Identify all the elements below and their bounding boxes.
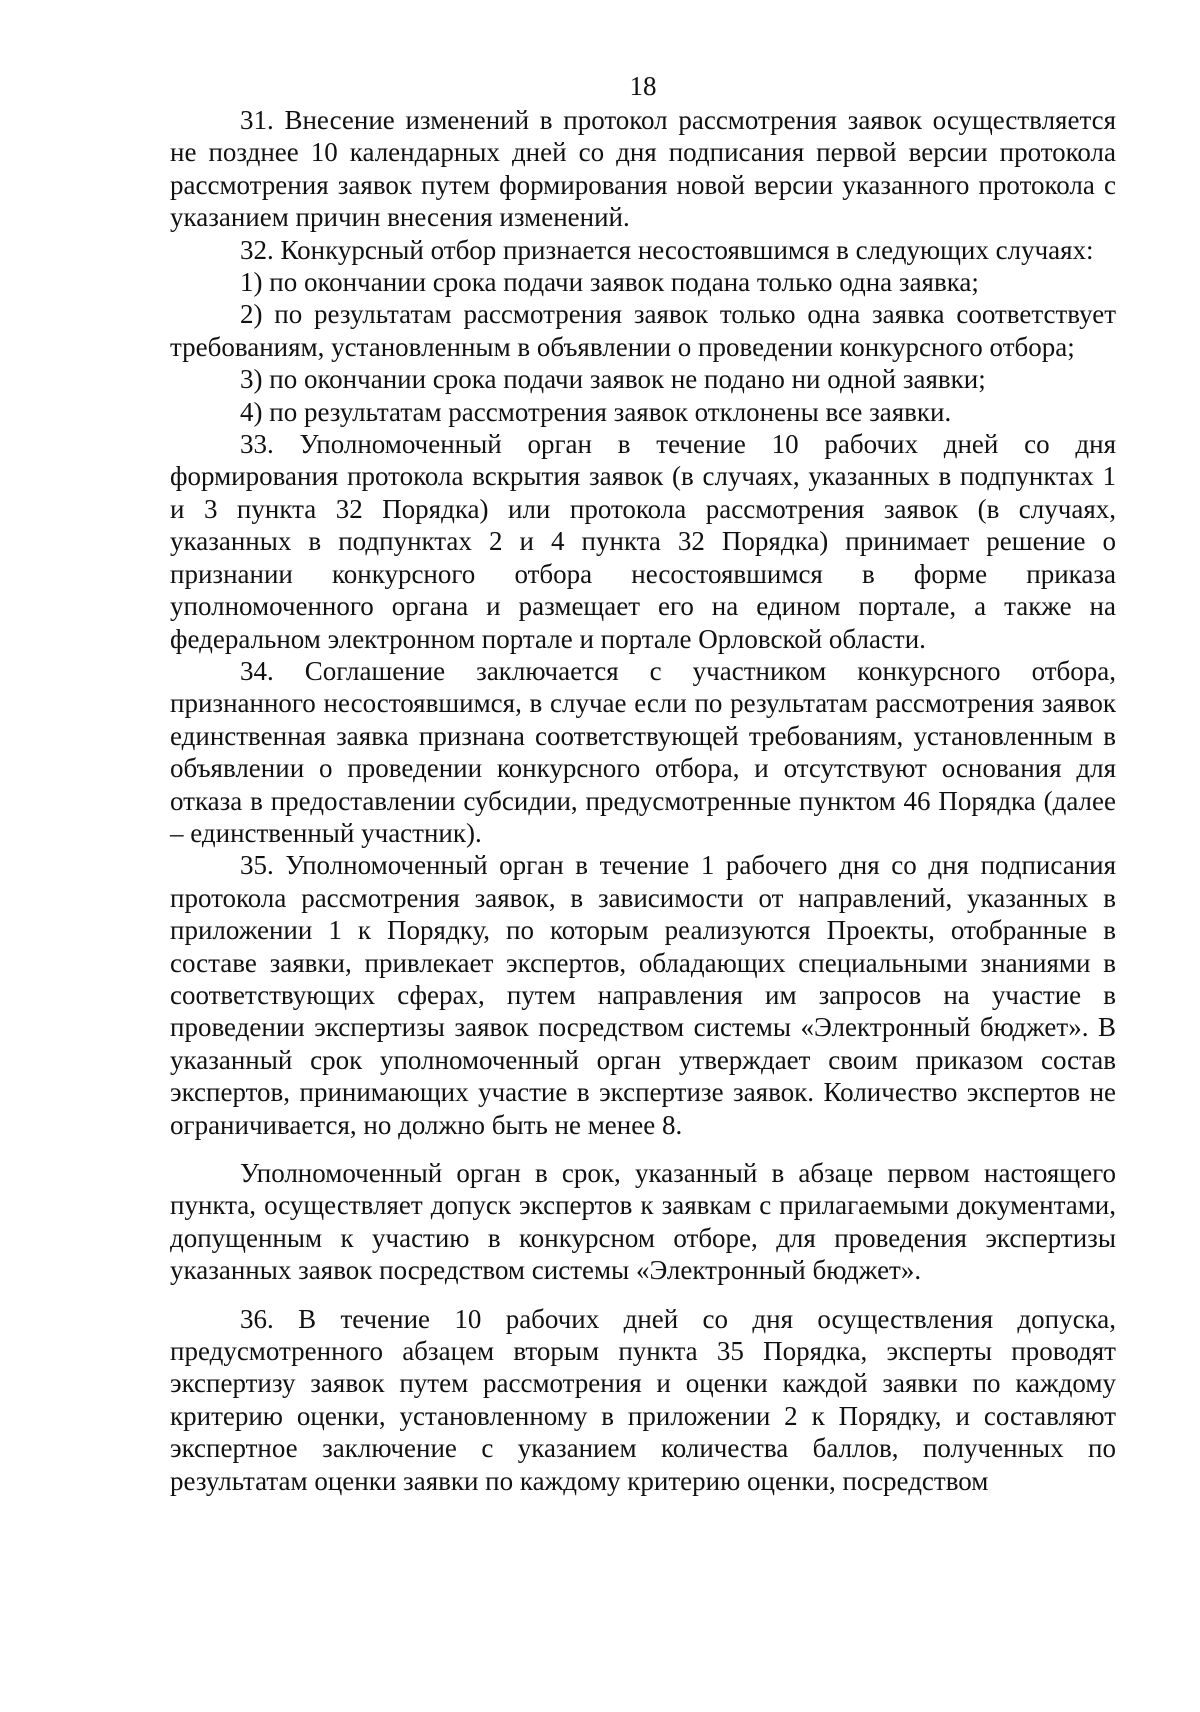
paragraph-35-second: Уполномоченный орган в срок, указанный в абзаце первом настоящего пункта, осуществляет допуск экспертов к заявкам с прилагаемыми документами, допущенным к участию в конкурсном отборе, для проведения экспертизы указанных заявок посредством системы «Электронный бюджет». bbox=[170, 1158, 1116, 1286]
page-number: 18 bbox=[629, 71, 657, 101]
paragraph-35: 35. Уполномоченный орган в течение 1 рабочего дня со дня подписания протокола рассмотрения заявок, в зависимости от направлений, указанных в приложении 1 к Порядку, по которым реализуются Проекты, отобранные в составе заявки, привлекает экспертов, обладающих специальными знаниями в соответствующих сферах, путем направления им запросов на участие в проведении экспертизы заявок посредством системы «Электронный бюджет». В указанный срок уполномоченный орган утверждает своим приказом состав экспертов, принимающих участие в экспертизе заявок. Количество экспертов не ограничивается, но должно быть не менее 8. bbox=[170, 850, 1116, 1140]
paragraph-32: 32. Конкурсный отбор признается несостоявшимся в следующих случаях: bbox=[240, 234, 1094, 265]
paragraph-32-item-1: 1) по окончании срока подачи заявок подана только одна заявка; bbox=[240, 267, 979, 298]
paragraph-36: 36. В течение 10 рабочих дней со дня осуществления допуска, предусмотренного абзацем вторым пункта 35 Порядка, эксперты проводят экспертизу заявок путем рассмотрения и оценки каждой заявки по каждому критерию оценки, установленному в приложении 2 к Порядку, и составляют экспертное заключение с указанием количества баллов, полученных по результатам оценки заявки по каждому критерию оценки, посредством bbox=[170, 1303, 1116, 1496]
paragraph-31: 31. Внесение изменений в протокол рассмотрения заявок осуществляется не позднее 10 календарных дней со дня подписания первой версии протокола рассмотрения заявок путем формирования новой версии указанного протокола с указанием причин внесения изменений. bbox=[170, 105, 1116, 233]
paragraph-32-item-4: 4) по результатам рассмотрения заявок отклонены все заявки. bbox=[240, 396, 952, 427]
document-page bbox=[170, 70, 1116, 1497]
paragraph-32-item-3: 3) по окончании срока подачи заявок не подано ни одной заявки; bbox=[240, 364, 986, 395]
paragraph-34: 34. Соглашение заключается с участником конкурсного отбора, признанного несостоявшимся, в случае если по результатам рассмотрения заявок единственная заявка признана соответствующей требованиям, установленным в объявлении о проведении конкурсного отбора, и отсутствуют основания для отказа в предоставлении субсидии, предусмотренные пунктом 46 Порядка (далее – единственный участник). bbox=[170, 655, 1116, 848]
paragraph-32-item-2: 2) по результатам рассмотрения заявок только одна заявка соответствует требованиям, установленным в объявлении о проведении конкурсного отбора; bbox=[170, 299, 1116, 362]
paragraph-33: 33. Уполномоченный орган в течение 10 рабочих дней со дня формирования протокола вскрытия заявок (в случаях, указанных в подпунктах 1 и 3 пункта 32 Порядка) или протокола рассмотрения заявок (в случаях, указанных в подпунктах 2 и 4 пункта 32 Порядка) принимает решение о признании конкурсного отбора несостоявшимся в форме приказа уполномоченного органа и размещает его на едином портале, а также на федеральном электронном портале и портале Орловской области. bbox=[170, 429, 1116, 654]
